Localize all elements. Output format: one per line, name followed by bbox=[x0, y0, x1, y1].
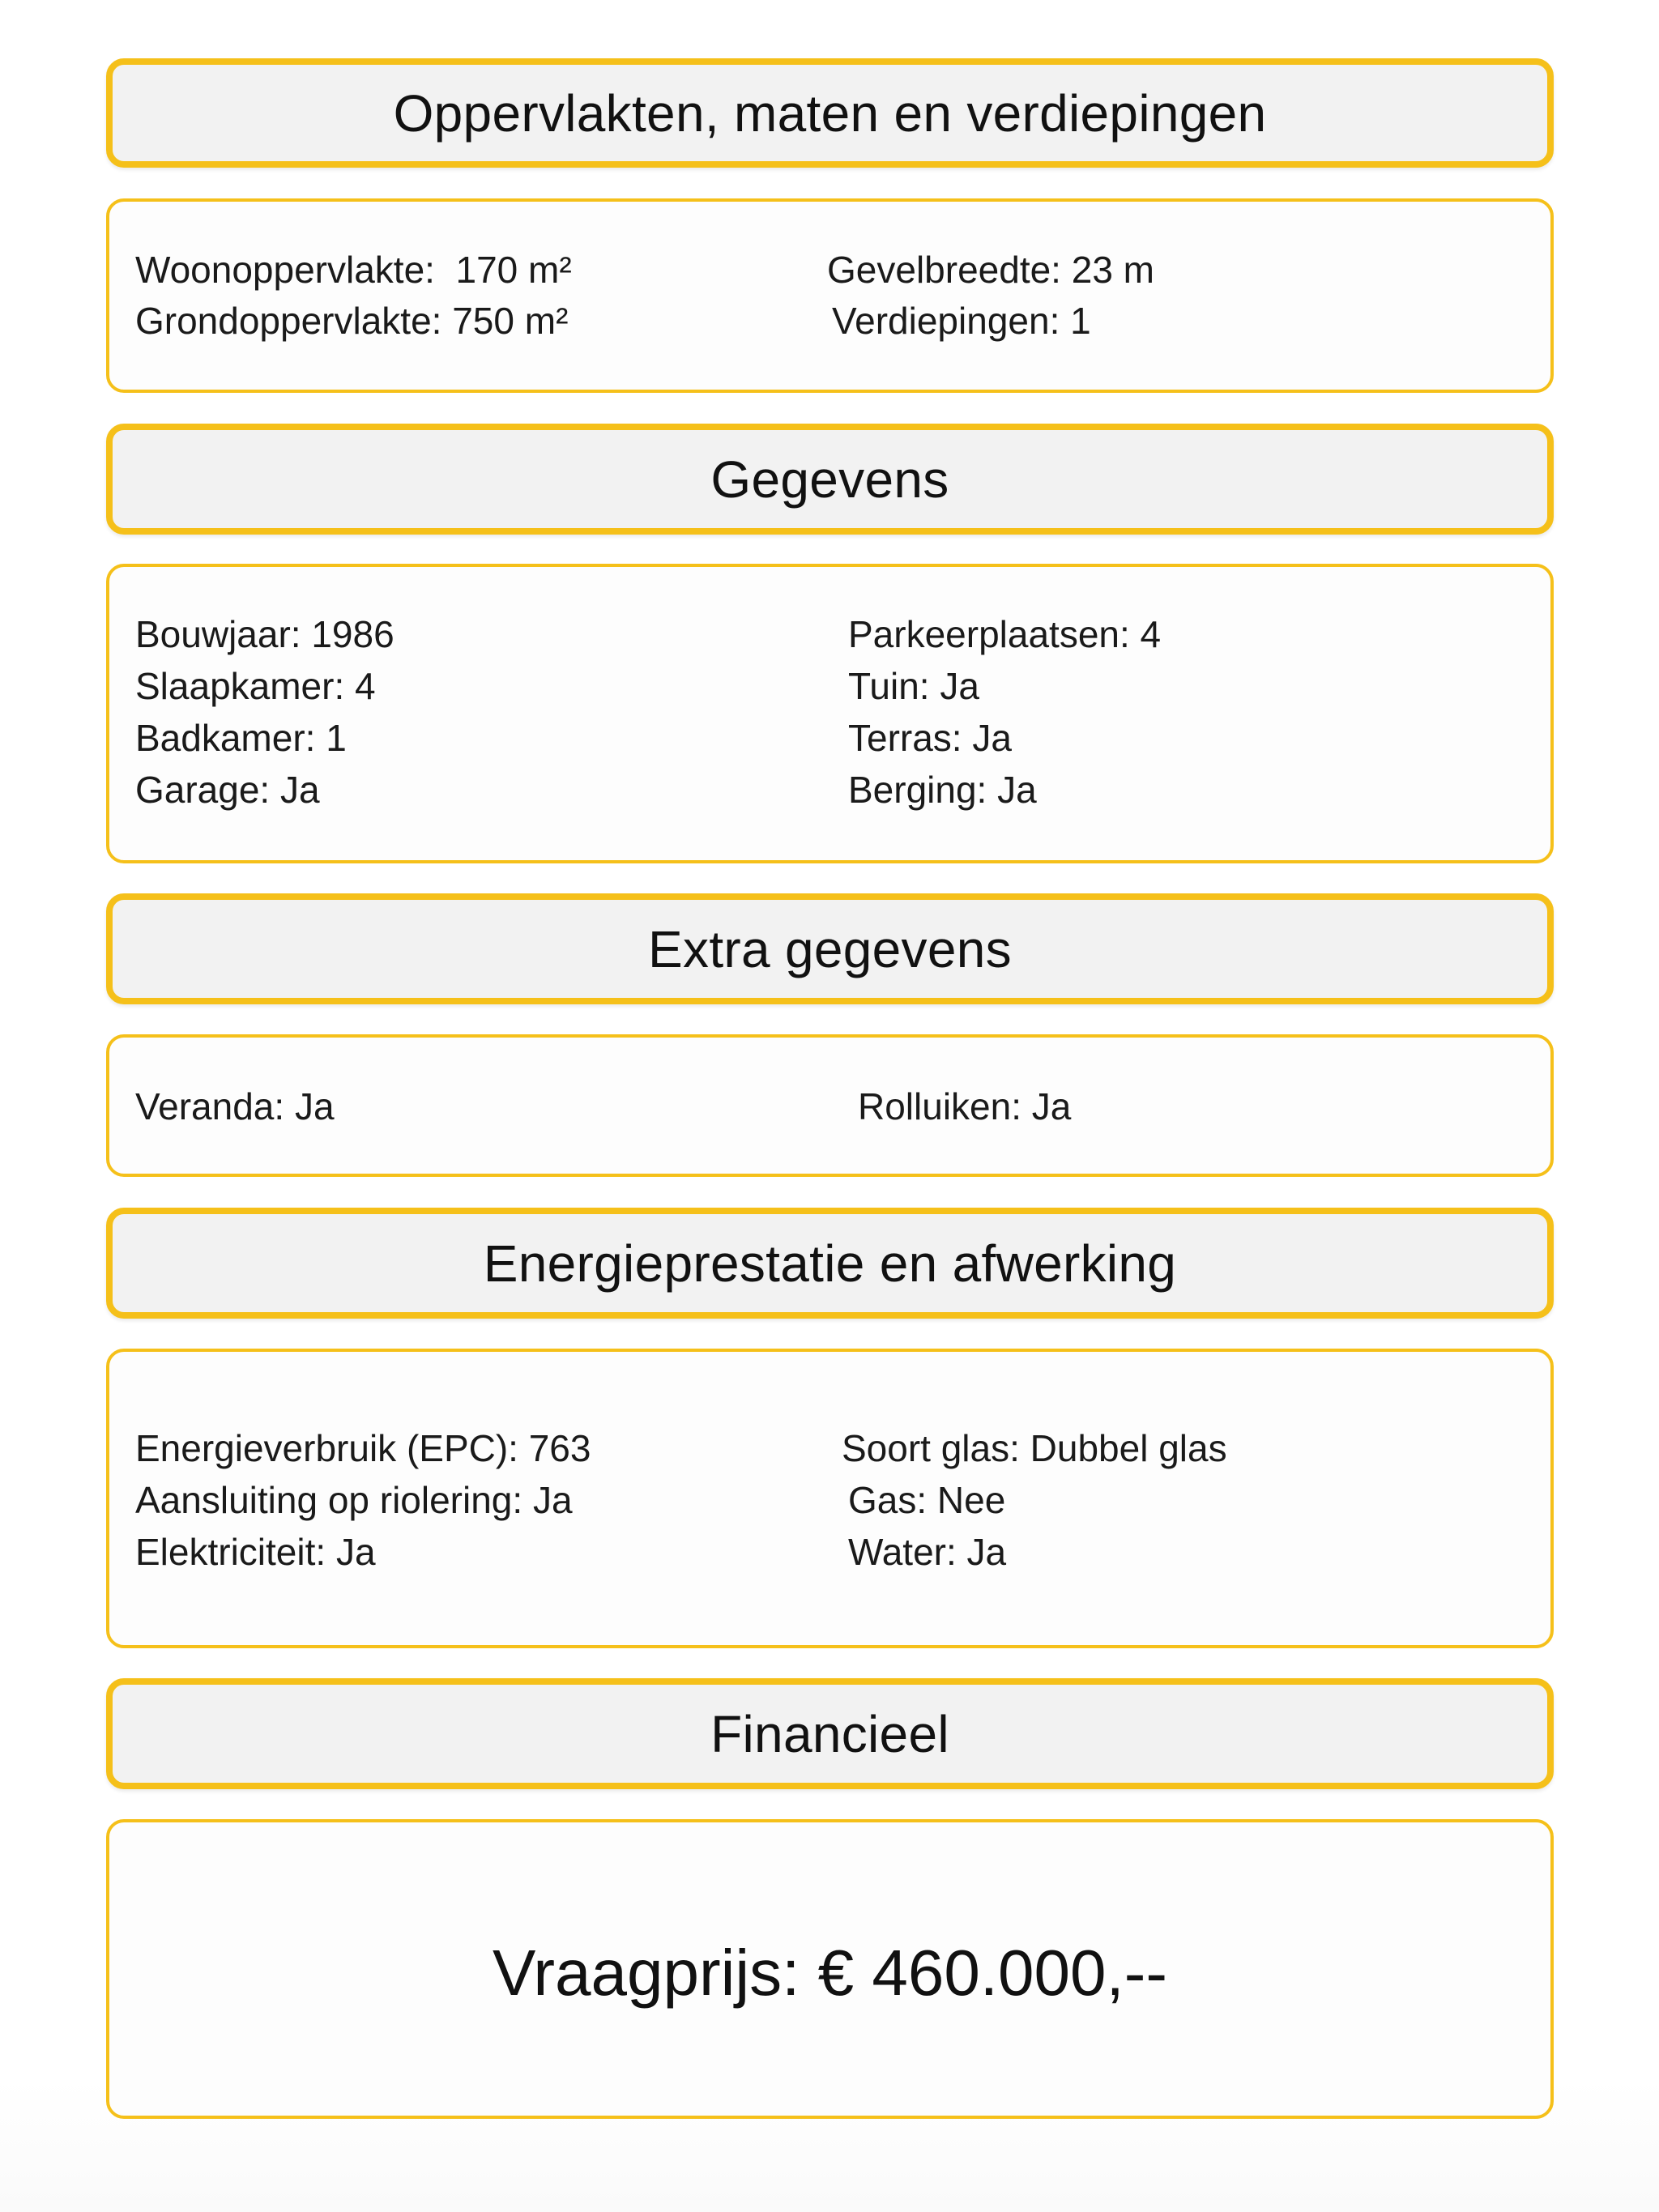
section-title-extra: Extra gegevens bbox=[648, 919, 1012, 978]
info-veranda: Veranda: Ja bbox=[135, 1085, 335, 1127]
section-title-oppervlakten: Oppervlakten, maten en verdiepingen bbox=[393, 83, 1267, 143]
info-rolluiken: Rolluiken: Ja bbox=[858, 1085, 1072, 1127]
info-elektriciteit: Elektriciteit: Ja bbox=[135, 1531, 376, 1573]
section-header-energie bbox=[106, 1208, 1554, 1319]
section-content-financieel bbox=[106, 1819, 1554, 2119]
info-slaapkamer: Slaapkamer: 4 bbox=[135, 665, 376, 707]
info-badkamer: Badkamer: 1 bbox=[135, 717, 347, 759]
section-content-extra bbox=[106, 1034, 1554, 1177]
info-bouwjaar: Bouwjaar: 1986 bbox=[135, 613, 394, 655]
section-content-energie bbox=[106, 1349, 1554, 1648]
section-title-financieel: Financieel bbox=[710, 1704, 949, 1763]
info-woonoppervlakte: Woonoppervlakte: 170 m² bbox=[135, 249, 572, 291]
info-water: Water: Ja bbox=[848, 1531, 1007, 1573]
section-header-extra bbox=[106, 893, 1554, 1004]
section-content-gegevens bbox=[106, 564, 1554, 863]
info-soort-glas: Soort glas: Dubbel glas bbox=[842, 1427, 1227, 1469]
info-gevelbreedte: Gevelbreedte: 23 m bbox=[827, 249, 1155, 291]
section-header-oppervlakten bbox=[106, 58, 1554, 168]
info-verdiepingen: Verdiepingen: 1 bbox=[832, 300, 1091, 342]
info-tuin: Tuin: Ja bbox=[848, 665, 979, 707]
info-terras: Terras: Ja bbox=[848, 717, 1012, 759]
section-header-financieel bbox=[106, 1678, 1554, 1789]
asking-price: Vraagprijs: € 460.000,-- bbox=[492, 1937, 1168, 2009]
section-header-gegevens bbox=[106, 424, 1554, 535]
section-content-oppervlakten bbox=[106, 198, 1554, 393]
info-berging: Berging: Ja bbox=[848, 769, 1037, 811]
info-parkeerplaatsen: Parkeerplaatsen: 4 bbox=[848, 613, 1162, 655]
section-title-energie: Energieprestatie en afwerking bbox=[483, 1234, 1177, 1293]
section-title-gegevens: Gegevens bbox=[710, 450, 949, 509]
info-grondoppervlakte: Grondoppervlakte: 750 m² bbox=[135, 300, 569, 342]
info-gas: Gas: Nee bbox=[848, 1479, 1006, 1521]
info-riolering: Aansluiting op riolering: Ja bbox=[135, 1479, 573, 1521]
info-energieverbruik: Energieverbruik (EPC): 763 bbox=[135, 1427, 591, 1469]
info-garage: Garage: Ja bbox=[135, 769, 320, 811]
